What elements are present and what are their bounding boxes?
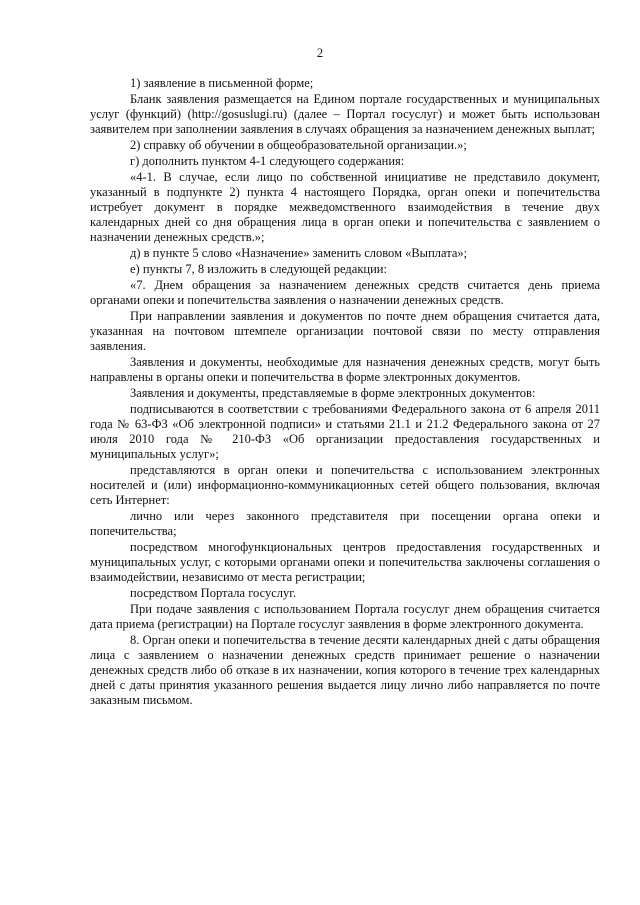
paragraph: Заявления и документы, необходимые для назначения денежных средств, могут быть направлены в органы опеки и попечительства в форме электронных документов. [90,354,600,384]
paragraph: г) дополнить пунктом 4-1 следующего содержания: [130,153,405,168]
page-number: 2 [316,46,324,60]
paragraph: «4-1. В случае, если лицо по собственной инициативе не представило документ, указанный в подпункте 2) пункта 4 настоящего Порядка, орган опеки и попечительства истребует документ в порядке межведомственного взаимодействия в течение двух календарных дней со дня обращения лица в орган опеки и попечительства с заявлением о назначении денежных средств.»; [90,169,600,245]
paragraph: 1) заявление в письменной форме; [130,76,314,90]
document-body [90,76,600,709]
paragraph: 2) справку об обучении в общеобразовательной организации.»; [130,137,467,152]
paragraph: При направлении заявления и документов по почте днем обращения считается дата, указанная на почтовом штемпеле организации почтовой связи по месту отправления заявления. [90,308,600,353]
paragraph: При подаче заявления с использованием Портала госуслуг днем обращения считается дата приема (регистрации) на Портале госуслуг заявления в форме электронного документа. [90,601,600,632]
paragraph: е) пункты 7, 8 изложить в следующей редакции: [130,261,387,276]
paragraph: посредством многофункциональных центров предоставления государственных и муниципальных услуг, с которыми органами опеки и попечительства заключены соглашения о взаимодействии, независимо от места регистрации; [90,539,600,585]
paragraph: Заявления и документы, представляемые в форме электронных документов: [130,385,536,400]
paragraph: «7. Днем обращения за назначением денежных средств считается день приема органами опеки и попечительства заявления о назначении денежных средств. [90,277,600,307]
paragraph: лично или через законного представителя при посещении органа опеки и попечительства; [90,508,600,539]
paragraph: Бланк заявления размещается на Едином портале государственных и муниципальных услуг (функций) (http://gosuslugi.ru) (далее – Портал госуслуг) и может быть использован заявителем при заполнении заявления в случаях обращения за назначением денежных выплат; [90,91,600,137]
paragraph: д) в пункте 5 слово «Назначение» заменить словом «Выплата»; [130,246,468,261]
paragraph: 8. Орган опеки и попечительства в течение десяти календарных дней с даты обращения лица с заявлением о назначении денежных средств принимает решение о назначении денежных средств либо об отказе в их назначении, копия которого в течение трех календарных дней с даты принятия указанного решения выдается лицу лично либо направляется по почте заказным письмом. [90,632,600,708]
paragraph: посредством Портала госуслуг. [130,586,297,601]
paragraph: представляются в орган опеки и попечительства с использованием электронных носителей и (или) информационно-коммуникационных сетей общего пользования, включая сеть Интернет: [90,462,600,508]
paragraph: подписываются в соответствии с требованиями Федерального закона от 6 апреля 2011 года № 63-ФЗ «Об электронной подписи» и статьями 21.1 и 21.2 Федерального закона от 27 июля 2010 года № 210-ФЗ «Об организации предоставления государственных и муниципальных услуг»; [90,401,600,462]
